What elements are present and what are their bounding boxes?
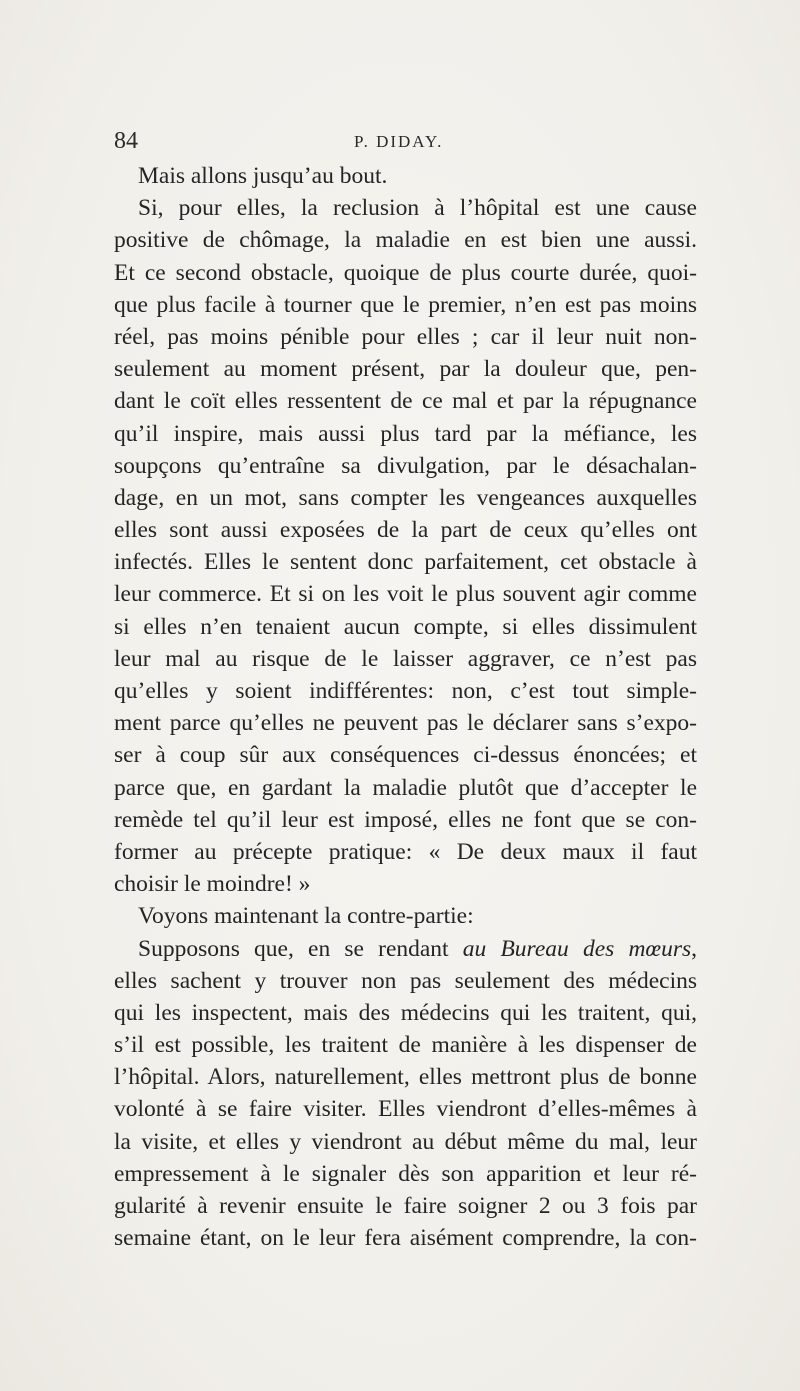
- text-line: [114, 160, 697, 192]
- page-header: [114, 126, 697, 156]
- text-line-content: qu’elles y soient indifférentes: non, c’est tout simple-: [114, 678, 697, 704]
- text-line-content: qui les inspectent, mais des médecins qui les traitent, qui,: [114, 999, 697, 1026]
- text-line: [114, 514, 697, 546]
- text-line-content: qu’il inspire, mais aussi plus tard par la méfiance, les: [114, 420, 697, 447]
- text-line: [114, 257, 697, 289]
- text-line-content: former au précepte pratique: « De deux maux il faut: [114, 838, 697, 865]
- text-line: [114, 611, 697, 643]
- page-number: 84: [114, 128, 138, 154]
- text-line-content: dant le coït elles ressentent de ce mal et par la répugnance: [114, 388, 697, 415]
- text-line: [114, 804, 697, 836]
- text-line: [114, 482, 697, 514]
- text-line-content: remède tel qu’il leur est imposé, elles ne font que se con-: [114, 806, 697, 833]
- text-line-content: infectés. Elles le sentent donc parfaitement, cet obstacle à: [114, 549, 697, 576]
- text-line-content: ment parce qu’elles ne peuvent pas le déclarer sans s’expo-: [114, 710, 697, 737]
- trailing-punctuation: ,: [691, 935, 698, 962]
- text-line-content: volonté à se faire visiter. Elles viendront d’elles-mêmes à: [114, 1096, 697, 1123]
- body-text: [114, 160, 697, 1254]
- text-line: [114, 997, 697, 1029]
- text-line: [114, 1029, 697, 1061]
- text-line: [114, 933, 697, 965]
- text-line-content: Et ce second obstacle, quoique de plus courte durée, quoi-: [114, 259, 697, 286]
- text-line-content: s’il est possible, les traitent de manière à les dispenser de: [114, 1032, 697, 1059]
- text-line-content: Voyons maintenant la contre-partie:: [138, 903, 474, 930]
- text-line-content: positive de chômage, la maladie en est bien une aussi.: [114, 227, 697, 254]
- text-line: [114, 1126, 697, 1158]
- text-line: [114, 965, 697, 997]
- text-line: [114, 289, 697, 321]
- text-line-content: leur mal au risque de le laisser aggraver, ce n’est pas: [114, 645, 697, 672]
- text-line-content: la visite, et elles y viendront au début même du mal, leur: [114, 1128, 697, 1155]
- text-line-content: ser à coup sûr aux conséquences ci-dessus énoncées; et: [114, 742, 697, 769]
- text-line-content: Supposons que, en se rendant: [138, 935, 463, 962]
- text-line-content: réel, pas moins pénible pour elles ; car il leur nuit non-: [114, 323, 697, 350]
- text-line-content: gularité à revenir ensuite le faire soigner 2 ou 3 fois par: [114, 1193, 697, 1219]
- text-line: [114, 192, 697, 224]
- text-line-content: si elles n’en tenaient aucun compte, si elles dissimulent: [114, 613, 697, 640]
- text-line: [114, 353, 697, 385]
- text-line-content: dage, en un mot, sans compter les vengeances auxquelles: [114, 484, 697, 511]
- text-line-content: seulement au moment présent, par la douleur que, pen-: [114, 356, 697, 383]
- text-line: [114, 1061, 697, 1093]
- text-line: [114, 224, 697, 256]
- text-line: [114, 418, 697, 450]
- text-line-content: leur commerce. Et si on les voit le plus souvent agir comme: [114, 581, 697, 608]
- text-line-content: elles sachent y trouver non pas seulement des médecins: [114, 967, 697, 994]
- text-line: [114, 450, 697, 482]
- text-line: [114, 1190, 697, 1222]
- text-line: [114, 385, 697, 417]
- text-line: [114, 578, 697, 610]
- text-line: [114, 900, 697, 932]
- running-head: P. DIDAY.: [354, 132, 444, 151]
- text-line: [114, 739, 697, 771]
- text-line-content: elles sont aussi exposées de la part de ceux qu’elles ont: [114, 517, 697, 544]
- text-line-content: Si, pour elles, la reclusion à l’hôpital est une cause: [138, 195, 697, 222]
- text-line-content: choisir le moindre! »: [114, 871, 311, 898]
- text-line: [114, 836, 697, 868]
- text-line: [114, 643, 697, 675]
- text-line-content: soupçons qu’entraîne sa divulgation, par le désachalan-: [114, 452, 697, 479]
- text-line: [114, 1093, 697, 1125]
- text-line: [114, 772, 697, 804]
- text-line: [114, 707, 697, 739]
- text-line-content: parce que, en gardant la maladie plutôt que d’accepter le: [114, 774, 697, 801]
- text-line: [114, 675, 697, 707]
- text-line-content: l’hôpital. Alors, naturellement, elles mettront plus de bonne: [114, 1064, 697, 1091]
- text-line: [114, 1222, 697, 1254]
- text-line-content: Mais allons jusqu’au bout.: [138, 163, 388, 189]
- italic-phrase: au Bureau des mœurs: [462, 935, 692, 962]
- text-line-content: empressement à le signaler dès son apparition et leur ré-: [114, 1160, 697, 1187]
- text-line-content: que plus facile à tourner que le premier, n’en est pas moins: [114, 291, 697, 318]
- text-line: [114, 868, 697, 900]
- text-line: [114, 546, 697, 578]
- text-line-content: semaine étant, on le leur fera aisément comprendre, la con-: [114, 1225, 697, 1252]
- text-line: [114, 321, 697, 353]
- text-line: [114, 1158, 697, 1190]
